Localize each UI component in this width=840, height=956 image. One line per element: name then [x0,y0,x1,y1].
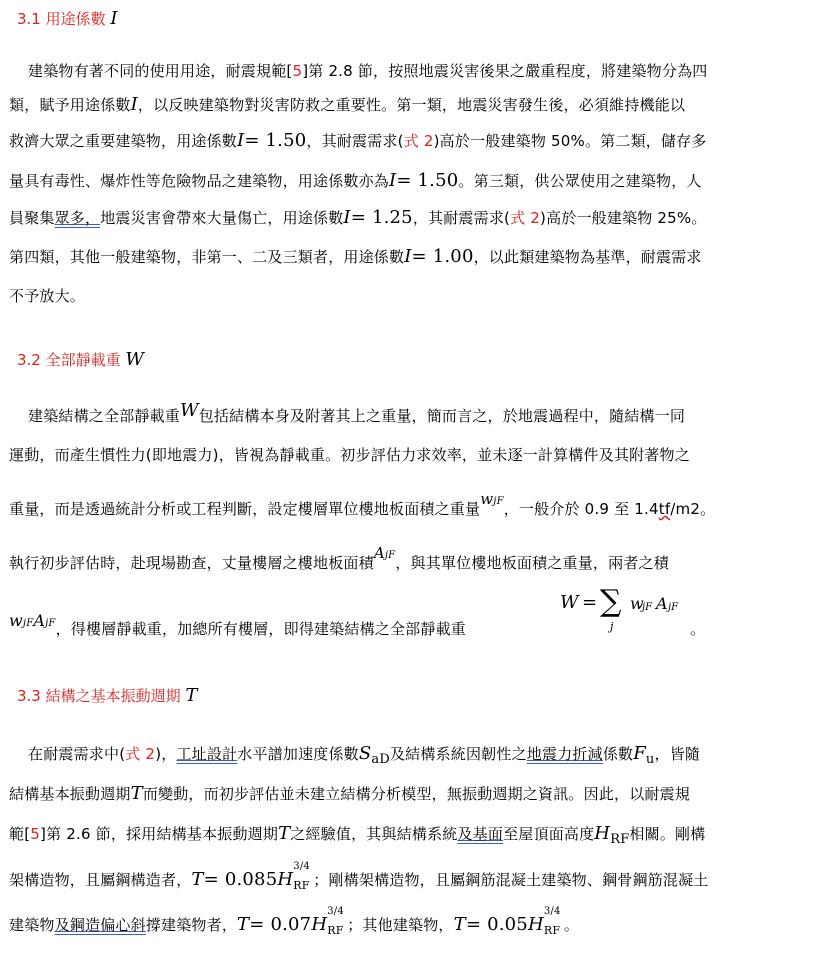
citation-link[interactable]: 5 [292,62,303,80]
paragraph-line: 類，賦予用途係數I，以反映建築物對災害防救之重要性。第一類，地震災害發生後，必須維持機能以 [9,94,686,115]
paragraph-line: 架構造物，且屬鋼構造者，T= 0.085H 3/4 RF ；剛構架構造物，且屬鋼筋混凝土建築物、鋼骨鋼筋混凝土 [9,861,709,892]
paragraph-line: wjFAjF，得樓層靜載重，加總所有樓層，即得建築結構之全部靜載重 [9,611,466,638]
paragraph-line: 建築物有著不同的使用用途，耐震規範[5]第 2.8 節，按照地震災害後果之嚴重程度，將建築物分為四 [28,62,708,80]
heading-text: 3.1 用途係數 [17,10,106,28]
heading-variable: W [125,349,144,370]
heading-text: 3.2 全部靜載重 [17,351,121,369]
heading-variable: T [185,685,198,706]
paragraph-line: 執行初步評估時，赴現場勘查，丈量樓層之樓地板面積AjF，與其單位樓地板面積之重量，兩者之積 [9,544,669,572]
paragraph-line: 量具有毒性、爆炸性等危險物品之建築物，用途係數亦為I= 1.50。第三類，供公眾使用之建築物，人 [9,170,702,191]
citation-link[interactable]: 5 [30,825,41,843]
paragraph-line: 範[5]第 2.6 節，採用結構基本振動週期T之經驗值，其與結構系統及基面至屋頂面高度HRF相關。剛構 [9,823,706,847]
document-page: 3.1 用途係數 I 建築物有著不同的使用用途，耐震規範[5]第 2.8 節，按照地震災害後果之嚴重程度，將建築物分為四 類，賦予用途係數I，以反映建築物對災害防救之重要性。第一類，地震災害發生後，必須維持機能以 救濟大眾之重要建築物，用途係數I= 1.50，其耐震需求(式 2)高於一般建築物 50%。第二類，儲存多 量具有毒性、爆炸性等危險物品之建築物，用途係數亦為I= 1.50。第三類，供公眾使用之建築物，人 員聚集眾多，地震災害會帶來大量傷亡，用途係數I= 1.25，其耐震需求(式 2)高於一般建築物 25%。 第四類，其他一般建築物，非第一、二及三類者，用途係數I= 1.00，以此類建築物為基準，耐震需求 不予放大。 3.2 全部靜載重 W 建築結構之全部靜載重W包括結構本身及附著其上之重量，簡而言之，於地震過程中，隨結構一同 運動，而產生慣性力(即地震力)，皆視為靜載重。初步評估力求效率，並未逐一計算構件及其附著物之 重量，而是透過統計分析或工程判斷，設定樓層單位樓地板面積之重量wjF，一般介於 0.9 至 1.4tf/m2。 執行初步評估時，赴現場勘查，丈量樓層之樓地板面積AjF，與其單位樓地板面積之重量，兩者之積 wjFAjF，得樓層靜載重，加總所有樓層，即得建築結構之全部靜載重 W = ∑ j w jF A jF 。 3.3 結構之基本振動週期 T 在耐震需求中(式 2)，工址設計水平譜加速度係數SaD及結構系統因韌性之地震力折減係數Fu，皆隨 結構基本振動週期T而變動，而初步評估並未建立結構分析模型，無振動週期之資訊。因此，以耐震規 範[5]第 2.6 節，採用結構基本振動週期T之經驗值，其與結構系統及基面至屋頂面高度HRF相關。剛構 架構造物，且屬鋼構造者，T= 0.085H 3/4 RF ；剛構架構造物，且屬鋼筋混凝土建築物、鋼骨鋼筋混凝土 建築物及鋼造偏心斜撐建築物者，T= 0.07H 3/4 RF ；其他建築物，T= 0.05H 3/4 RF 。 [9,8,716,937]
paragraph-line: 建築物及鋼造偏心斜撐建築物者，T= 0.07H 3/4 RF ；其他建築物，T= 0.05H 3/4 RF 。 [9,906,580,937]
equation-ref-link[interactable]: 式 2 [510,209,541,227]
section-heading-3-2 [17,349,144,370]
paragraph-line: 員聚集眾多，地震災害會帶來大量傷亡，用途係數I= 1.25，其耐震需求(式 2)高於一般建築物 25%。 [9,207,707,228]
paragraph-line: 在耐震需求中(式 2)，工址設計水平譜加速度係數SaD及結構系統因韌性之地震力折減係數Fu，皆隨 [28,743,701,767]
paragraph-line: 建築結構之全部靜載重W包括結構本身及附著其上之重量，簡而言之，於地震過程中，隨結構一同 [28,400,686,425]
section-heading-3-1 [17,8,118,29]
paragraph-line: 運動，而產生慣性力(即地震力)，皆視為靜載重。初步評估力求效率，並未逐一計算構件及其附著物之 [9,446,690,464]
paragraph-line: 第四類，其他一般建築物，非第一、二及三類者，用途係數I= 1.00，以此類建築物為基準，耐震需求 [9,246,702,267]
paragraph-line: 不予放大。 [9,287,86,305]
paragraph-line: 重量，而是透過統計分析或工程判斷，設定樓層單位樓地板面積之重量wjF，一般介於 0.9 至 1.4tf/m2。 [9,490,716,518]
heading-text: 3.3 結構之基本振動週期 [17,687,181,705]
paragraph-line: 救濟大眾之重要建築物，用途係數I= 1.50，其耐震需求(式 2)高於一般建築物 50%。第二類，儲存多 [9,130,707,151]
equation-ref-link[interactable]: 式 2 [403,132,434,150]
heading-variable: I [110,8,118,29]
section-heading-3-3 [17,685,197,706]
equation-ref-link[interactable]: 式 2 [125,745,156,763]
paragraph-line: 結構基本振動週期T而變動，而初步評估並未建立結構分析模型，無振動週期之資訊。因此，以耐震規 [9,783,691,804]
